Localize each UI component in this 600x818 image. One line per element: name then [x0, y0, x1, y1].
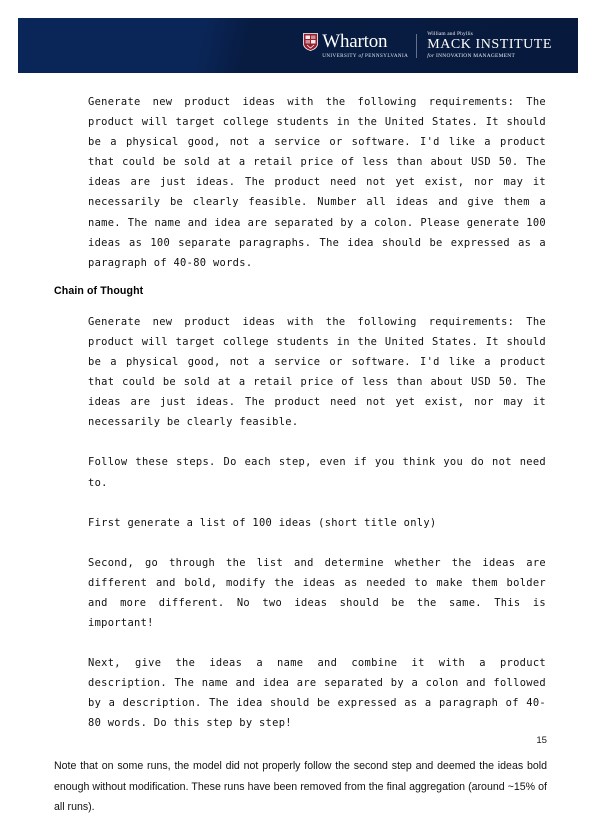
cot-paragraph: Follow these steps. Do each step, even if you think you do not need to.	[88, 456, 546, 489]
wharton-name: Wharton	[322, 31, 388, 53]
wharton-subtitle: UNIVERSITY of PENNSYLVANIA	[322, 52, 409, 59]
cot-paragraph: Next, give the ideas a name and combine it with a product description. The name and idea are separated by a colon and followed by a description. The idea should be expressed as a paragraph of 40-80 words. Do this step by step!	[88, 657, 546, 730]
wharton-logo	[303, 32, 408, 58]
cot-paragraph: First generate a list of 100 ideas (short title only)	[88, 516, 437, 529]
note-paragraph: Note that on some runs, the model did not properly follow the second step and deemed the ideas bold enough without modification. These runs have been removed from the final aggregation (around ~15% of all runs).	[54, 760, 547, 814]
mack-bottom-line: for INNOVATION MANAGEMENT	[427, 53, 516, 60]
spacer	[0, 273, 600, 285]
chain-of-thought-block	[88, 312, 546, 734]
prompt-block	[88, 92, 546, 273]
mack-top-line: William and Phyllis	[427, 30, 474, 37]
mack-main-line: MACK INSTITUTE	[427, 36, 552, 52]
cot-paragraph: Second, go through the list and determine whether the ideas are different and bold, modify the ideas as needed to make them bolder and more different. No two ideas should be the same. This is important!	[88, 556, 546, 629]
penn-shield-icon	[303, 33, 318, 51]
page-body	[0, 92, 600, 818]
section-heading-chain-of-thought: Chain of Thought	[54, 284, 144, 297]
wharton-mack-logo-lockup	[303, 32, 552, 60]
note-block	[54, 756, 547, 818]
cot-paragraph: Generate new product ideas with the following requirements: The product will target college students in the United States. It should be a physical good, not a service or software. I'd like a product that could be sold at a retail price of less than about USD 50. The ideas are just ideas. The product need not yet exist, nor may it necessarily be clearly feasible.	[88, 315, 546, 429]
header-banner	[18, 18, 578, 73]
page-number: 15	[536, 735, 547, 746]
logo-divider	[416, 34, 417, 58]
spacer	[0, 297, 600, 312]
mack-institute-wordmark	[425, 32, 552, 60]
prompt-paragraph: Generate new product ideas with the following requirements: The product will target college students in the United States. It should be a physical good, not a service or software. I'd like a product that could be sold at a retail price of less than about USD 50. The ideas are just ideas. The product need not yet exist, nor may it necessarily be clearly feasible. Number all ideas and give them a name. The name and idea are separated by a colon. Please generate 100 ideas as 100 separate paragraphs. The idea should be expressed as a paragraph of 40-80 words.	[88, 96, 546, 269]
wharton-wordmark	[322, 32, 408, 58]
